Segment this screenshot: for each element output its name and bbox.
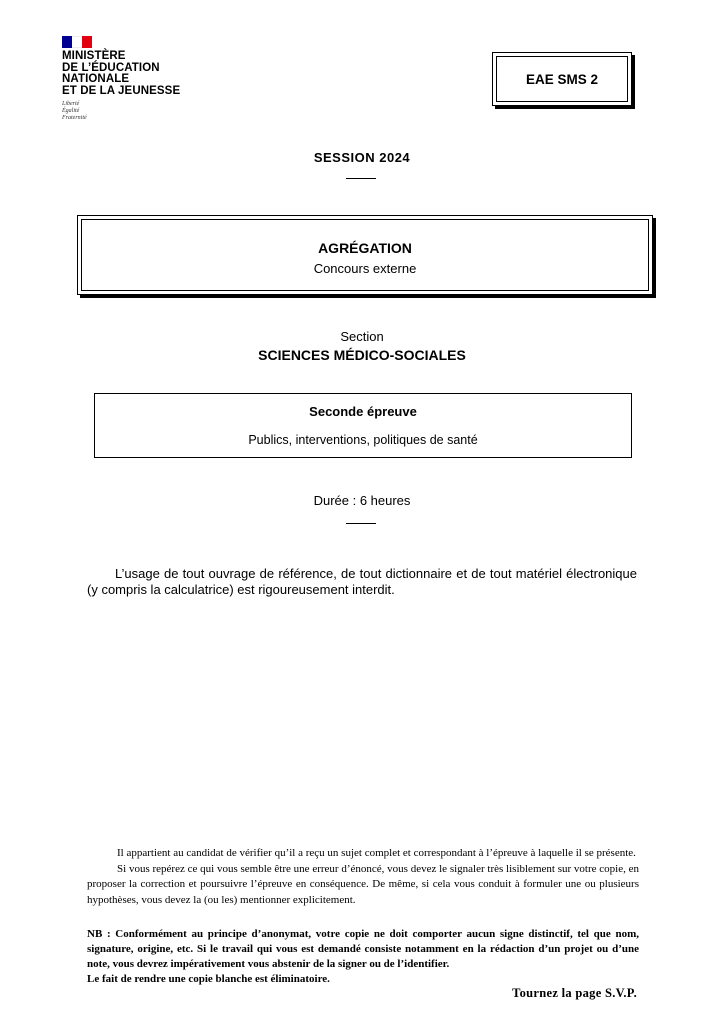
ministry-logo	[62, 36, 192, 122]
motto-line: Liberté	[62, 101, 80, 107]
ministry-line: MINISTÈRE	[62, 50, 126, 62]
session-title: SESSION 2024	[313, 150, 411, 165]
ministry-line: DE L’ÉDUCATION	[62, 61, 160, 74]
nb-paragraph: Le fait de rendre une copie blanche est éliminatoire.	[87, 973, 330, 985]
concours-subtitle: Concours externe	[313, 261, 417, 276]
ministry-name	[62, 51, 192, 97]
epreuve-box	[94, 393, 632, 458]
exam-code: EAE SMS 2	[525, 71, 599, 87]
divider	[346, 178, 376, 179]
duration: Durée : 6 heures	[313, 493, 411, 508]
french-flag-icon	[62, 36, 92, 48]
divider	[346, 523, 376, 524]
usage-instructions: L’usage de tout ouvrage de référence, de tout dictionnaire et de tout matériel électronique (y compris la calculatrice) est rigoureusement interdit.	[87, 566, 637, 597]
turn-page-notice: Tournez la page S.V.P.	[512, 986, 637, 1000]
concours-title: AGRÉGATION	[318, 240, 412, 256]
nb-notice	[87, 927, 639, 987]
candidate-notes	[87, 846, 639, 908]
note-paragraph: Si vous repérez ce qui vous semble être une erreur d’énoncé, vous devez le signaler très lisiblement sur votre copie, en proposer la correction et poursuivre l’épreuve en conséquence. De même, si cela vous conduit à formuler une ou plusieurs hypothèses, vous devez la (ou les) mentionner explicitement.	[87, 862, 639, 906]
ministry-line: ET DE LA JEUNESSE	[62, 84, 181, 97]
epreuve-title: Seconde épreuve	[309, 404, 417, 419]
concours-box	[77, 215, 653, 295]
section-label: Section	[340, 329, 384, 344]
motto-line: Égalité	[62, 108, 80, 114]
exam-code-box	[492, 52, 632, 106]
motto	[62, 101, 192, 122]
epreuve-subtitle: Publics, interventions, politiques de santé	[248, 433, 478, 447]
ministry-line: NATIONALE	[62, 73, 130, 85]
nb-paragraph: NB : Conformément au principe d’anonymat, votre copie ne doit comporter aucun signe distinctif, tel que nom, signature, origine, etc. Si le travail qui vous est demandé consiste notamment en la rédaction d’un projet ou d’une note, vous devrez impérativement vous abstenir de la signer ou de l’identifier.	[87, 928, 639, 970]
motto-line: Fraternité	[62, 115, 87, 121]
section-name: SCIENCES MÉDICO-SOCIALES	[258, 347, 466, 363]
note-paragraph: Il appartient au candidat de vérifier qu’il a reçu un sujet complet et correspondant à l’épreuve à laquelle il se présente.	[117, 847, 636, 859]
